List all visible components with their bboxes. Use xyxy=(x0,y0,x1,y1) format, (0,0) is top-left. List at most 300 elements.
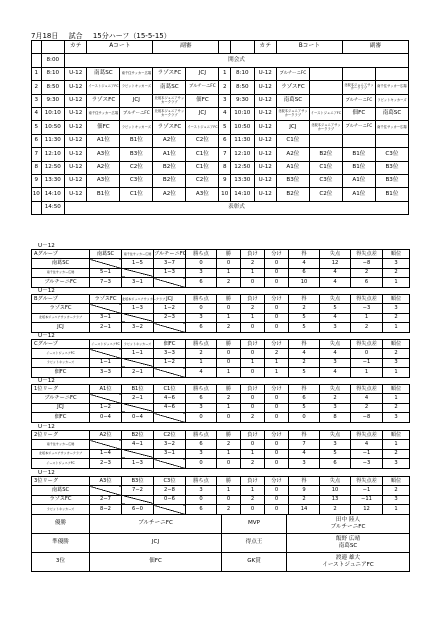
a-court-home: 佃FC xyxy=(87,121,120,134)
team-stat: −8 xyxy=(351,413,383,422)
standings-header: 分け xyxy=(265,295,289,304)
b-referee-2: 南葛SC xyxy=(375,107,408,120)
awards-row-third xyxy=(32,553,410,572)
match-score: 3−2 xyxy=(122,323,154,332)
b-category: U-12 xyxy=(254,174,276,187)
b-court-away xyxy=(309,81,342,94)
match-category: U-12 xyxy=(65,188,87,201)
group-standings-table xyxy=(31,249,410,288)
standings-header: 勝 xyxy=(217,340,241,349)
group-team-row xyxy=(32,304,410,313)
team-stat: 6 xyxy=(186,505,217,514)
a-court-home: イーストジュニアFC xyxy=(87,81,120,94)
group-title: Bグループ xyxy=(32,295,90,304)
a-referee-2: A3位 xyxy=(186,188,219,201)
closing-time: 14:50 xyxy=(41,201,64,214)
team-stat: 0 xyxy=(265,268,289,277)
match-score: 1−1 xyxy=(122,349,154,358)
match-score: 8−2 xyxy=(90,505,122,514)
group-title: Cグループ xyxy=(32,340,90,349)
team-stat: 0 xyxy=(186,459,217,468)
team-name: 南千住サッカー広場 xyxy=(32,440,90,449)
team-stat: 0 xyxy=(265,413,289,422)
a-court-away: ラビットキッカーズ xyxy=(120,121,153,134)
team-stat: 6 xyxy=(320,459,351,468)
team-stat: 0 xyxy=(265,323,289,332)
b-referee-2: 南千住サッカー広場 xyxy=(375,121,408,134)
match-time: 8:50 xyxy=(41,81,64,94)
team-stat: 1 xyxy=(383,394,410,403)
self-match-cell xyxy=(154,323,186,332)
a-referee-1: A2位 xyxy=(153,134,186,147)
team-stat: 2 xyxy=(383,268,410,277)
team-name: ブルチーニFC xyxy=(32,278,90,287)
a-referee-2: C1位 xyxy=(186,148,219,161)
team-stat: 2 xyxy=(383,449,410,458)
team-stat: 0 xyxy=(241,323,265,332)
team-stat: 3 xyxy=(383,358,410,367)
team-stat: 2 xyxy=(320,505,351,514)
match-score: 7−2 xyxy=(122,486,154,495)
match-category: U-12 xyxy=(65,148,87,161)
standings-header: 得 xyxy=(289,295,320,304)
match-category: U-12 xyxy=(65,174,87,187)
awards-row-runner-up xyxy=(32,534,410,553)
match-time: 8:10 xyxy=(41,67,64,80)
group-column-team: B1位 xyxy=(122,385,154,394)
match-row xyxy=(32,188,409,201)
match-category: U-12 xyxy=(65,121,87,134)
team-name: JCJ xyxy=(32,323,90,332)
group-age-tag: U－12 xyxy=(38,470,55,476)
team-stat: 0 xyxy=(265,495,289,504)
group-column-team: 南葛SC xyxy=(90,250,122,259)
group-age-tag: U－12 xyxy=(38,243,55,249)
a-court-away: C2位 xyxy=(120,161,153,174)
team-stat: 2 xyxy=(383,313,410,322)
team-stat: 0 xyxy=(241,440,265,449)
b-match-time: 14:10 xyxy=(231,188,254,201)
standings-header: 得失点差 xyxy=(351,477,383,486)
a-referee-2: JCJ xyxy=(186,67,219,80)
team-stat: 3 xyxy=(383,459,410,468)
standings-header: 勝 xyxy=(217,295,241,304)
self-match-cell xyxy=(154,505,186,514)
a-court-home: A1位 xyxy=(87,134,120,147)
team-name: 佃FC xyxy=(32,413,90,422)
standings-header: 失点 xyxy=(320,477,351,486)
team-stat: 3 xyxy=(186,313,217,322)
b-court-home: A1位 xyxy=(276,161,309,174)
self-match-cell xyxy=(154,278,186,287)
team-stat: 0 xyxy=(186,259,217,268)
match-number: 1 xyxy=(32,67,42,80)
team-stat: 4 xyxy=(289,449,320,458)
team-stat: 2 xyxy=(217,505,241,514)
team-stat: 0 xyxy=(265,394,289,403)
match-time: 10:50 xyxy=(41,121,64,134)
team-stat: 4 xyxy=(320,268,351,277)
match-score: 2−8 xyxy=(154,486,186,495)
winner-label: 優勝 xyxy=(32,515,90,534)
b-court-away: 北坂本ジュニアサッカークラブ xyxy=(309,121,342,134)
team-stat: 3 xyxy=(320,358,351,367)
team-stat: 0 xyxy=(217,259,241,268)
b-referee-2: B3位 xyxy=(375,161,408,174)
team-stat: 1 xyxy=(217,449,241,458)
match-time: 13:30 xyxy=(41,174,64,187)
b-category: U-12 xyxy=(254,121,276,134)
match-score: 4−1 xyxy=(122,440,154,449)
self-match-cell xyxy=(122,358,154,367)
team-name: ブルチーニFC xyxy=(32,394,90,403)
team-stat: 2 xyxy=(241,495,265,504)
match-row xyxy=(32,107,409,120)
b-match-time: 13:30 xyxy=(231,174,254,187)
match-time: 12:50 xyxy=(41,161,64,174)
team-stat: 4 xyxy=(320,349,351,358)
standings-header: 勝 xyxy=(217,431,241,440)
team-stat: 1 xyxy=(351,313,383,322)
b-category: U-12 xyxy=(254,161,276,174)
b-match-number: 1 xyxy=(219,67,231,80)
team-stat: 3 xyxy=(320,403,351,412)
match-number: 4 xyxy=(32,107,42,120)
match-score: 7−3 xyxy=(90,278,122,287)
team-stat: 6 xyxy=(186,440,217,449)
team-stat: 6 xyxy=(186,323,217,332)
match-score: 2−3 xyxy=(90,459,122,468)
team-stat: 0 xyxy=(241,349,265,358)
self-match-cell xyxy=(90,304,122,313)
a-court-away: C3位 xyxy=(120,174,153,187)
group-column-team: JCJ xyxy=(154,295,186,304)
standings-header: 順位 xyxy=(383,250,410,259)
b-referee-2: ラビットキッカーズ xyxy=(375,94,408,107)
standings-header: 勝ち点 xyxy=(186,340,217,349)
b-court-away xyxy=(309,94,342,107)
match-number: 3 xyxy=(32,94,42,107)
team-stat: 0 xyxy=(241,368,265,377)
winner-team: ブルチーニFC xyxy=(90,515,222,534)
match-number: 10 xyxy=(32,188,42,201)
match-category: U-12 xyxy=(65,81,87,94)
group-column-team: 南千住サッカー広場 xyxy=(122,250,154,259)
scorer-name: 飯野 広晴 xyxy=(335,536,361,543)
match-score: 3−3 xyxy=(90,368,122,377)
team-stat: 1 xyxy=(186,358,217,367)
standings-header: 勝ち点 xyxy=(186,295,217,304)
a-court-home: A2位 xyxy=(87,161,120,174)
b-court-home: 北坂本ジュニアサッカークラブ xyxy=(276,107,309,120)
team-stat: 10 xyxy=(289,278,320,287)
standings-header: 分け xyxy=(265,431,289,440)
team-stat: 2 xyxy=(289,495,320,504)
team-stat: 12 xyxy=(320,259,351,268)
standings-header: 勝ち点 xyxy=(186,250,217,259)
team-stat: 3 xyxy=(186,403,217,412)
group-team-row xyxy=(32,505,410,514)
b-match-time: 12:50 xyxy=(231,161,254,174)
team-stat: 3 xyxy=(186,449,217,458)
team-stat: 2 xyxy=(217,440,241,449)
match-score: 2−1 xyxy=(90,323,122,332)
self-match-cell xyxy=(122,449,154,458)
runner-up-team: JCJ xyxy=(90,534,222,553)
standings-header: 順位 xyxy=(383,385,410,394)
group-team-row xyxy=(32,313,410,322)
a-court-home: A3位 xyxy=(87,174,120,187)
match-row xyxy=(32,148,409,161)
b-category: U-12 xyxy=(254,148,276,161)
match-score: 3−1 xyxy=(154,449,186,458)
team-stat: −3 xyxy=(351,459,383,468)
team-stat: 0 xyxy=(351,349,383,358)
team-stat: 10 xyxy=(320,486,351,495)
self-match-cell xyxy=(154,413,186,422)
scorer-team: 南葛SC xyxy=(338,543,358,549)
standings-header: 得 xyxy=(289,340,320,349)
a-referee-2: 佃FC xyxy=(186,94,219,107)
standings-header: 失点 xyxy=(320,385,351,394)
standings-header: 得 xyxy=(289,385,320,394)
team-stat: 6 xyxy=(186,278,217,287)
scorer-cell xyxy=(287,534,410,553)
team-stat: 2 xyxy=(241,459,265,468)
group-team-row xyxy=(32,368,410,377)
match-category: U-12 xyxy=(65,161,87,174)
team-stat: 1 xyxy=(217,368,241,377)
a-referee-1: B2位 xyxy=(153,174,186,187)
standings-header: 得失点差 xyxy=(351,250,383,259)
team-stat: 6 xyxy=(289,394,320,403)
match-score: 4−6 xyxy=(154,394,186,403)
gk-name: 渡邉 雄大 xyxy=(335,555,361,562)
standings-header: 失点 xyxy=(320,340,351,349)
team-name: イーストジュニアFC xyxy=(32,459,90,468)
b-court-home: B2位 xyxy=(276,188,309,201)
standings-header: 負け xyxy=(241,250,265,259)
group-header-row xyxy=(32,250,410,259)
group-title: 1位リーグ xyxy=(32,385,90,394)
header-cat-a: カテ xyxy=(65,41,87,54)
group-team-row xyxy=(32,259,410,268)
b-match-time: 10:10 xyxy=(231,107,254,120)
b-court-home: ブルチーニFC xyxy=(276,67,309,80)
team-stat: 2 xyxy=(351,268,383,277)
gk-label: GK賞 xyxy=(222,553,287,572)
group-team-row xyxy=(32,486,410,495)
match-number: 5 xyxy=(32,121,42,134)
self-match-cell xyxy=(90,486,122,495)
match-number: 2 xyxy=(32,81,42,94)
team-stat: −8 xyxy=(351,259,383,268)
group-team-row xyxy=(32,268,410,277)
b-court-home: B3位 xyxy=(276,174,309,187)
b-court-home: C1位 xyxy=(276,134,309,147)
team-stat: 0 xyxy=(289,413,320,422)
team-stat: 7 xyxy=(289,440,320,449)
a-referee-2: C2位 xyxy=(186,174,219,187)
match-score: 1−2 xyxy=(90,403,122,412)
a-referee-1: A1位 xyxy=(153,148,186,161)
team-stat: 0 xyxy=(217,304,241,313)
b-match-number: 8 xyxy=(219,161,231,174)
b-referee-2: B1位 xyxy=(375,188,408,201)
b-category: U-12 xyxy=(254,107,276,120)
group-title: 3位リーグ xyxy=(32,477,90,486)
standings-header: 勝ち点 xyxy=(186,477,217,486)
team-stat: 2 xyxy=(383,403,410,412)
team-stat: 1 xyxy=(217,268,241,277)
team-stat: 2 xyxy=(320,394,351,403)
match-time: 12:10 xyxy=(41,148,64,161)
team-stat: 1 xyxy=(217,403,241,412)
team-name: イーストジュニアFC xyxy=(32,349,90,358)
a-referee-2: C2位 xyxy=(186,134,219,147)
b-category: U-12 xyxy=(254,134,276,147)
standings-header: 順位 xyxy=(383,431,410,440)
team-stat: 5 xyxy=(289,313,320,322)
group-standings-table xyxy=(31,430,410,469)
match-score: 3−3 xyxy=(154,349,186,358)
b-referee-2 xyxy=(375,134,408,147)
team-stat: 9 xyxy=(289,486,320,495)
match-category: U-12 xyxy=(65,134,87,147)
team-stat: 8 xyxy=(320,413,351,422)
b-referee-1: A1位 xyxy=(342,188,375,201)
b-referee-1: B1位 xyxy=(342,161,375,174)
team-stat: −1 xyxy=(351,358,383,367)
team-stat: 3 xyxy=(186,268,217,277)
runner-up-label: 準優勝 xyxy=(32,534,90,553)
b-court-home: ラゾスFC xyxy=(276,81,309,94)
self-match-cell xyxy=(154,459,186,468)
standings-header: 得 xyxy=(289,477,320,486)
team-name: ラビットキッカーズ xyxy=(32,505,90,514)
match-score: 0−6 xyxy=(154,495,186,504)
team-stat: 0 xyxy=(186,413,217,422)
group-column-team: C3位 xyxy=(154,477,186,486)
b-court-away: B2位 xyxy=(309,148,342,161)
b-match-number: 2 xyxy=(219,81,231,94)
a-court-home: 南葛SC xyxy=(87,67,120,80)
team-stat: 2 xyxy=(383,486,410,495)
match-row xyxy=(32,67,409,80)
team-stat: 0 xyxy=(241,278,265,287)
match-row xyxy=(32,81,409,94)
team-stat: 0 xyxy=(265,486,289,495)
standings-header: 分け xyxy=(265,250,289,259)
team-stat: 14 xyxy=(289,505,320,514)
standings-header: 得失点差 xyxy=(351,431,383,440)
group-team-row xyxy=(32,349,410,358)
a-court-home: ラゾスFC xyxy=(87,94,120,107)
b-court-away xyxy=(309,134,342,147)
b-category: U-12 xyxy=(254,67,276,80)
a-court-away: ラビットキッカーズ xyxy=(120,81,153,94)
match-score: 5−1 xyxy=(90,268,122,277)
team-stat: 4 xyxy=(289,349,320,358)
opening-time: 8:00 xyxy=(41,54,64,67)
gk-team: イーストジュニアFC xyxy=(322,562,374,568)
b-category: U-12 xyxy=(254,94,276,107)
match-score: 6−0 xyxy=(122,505,154,514)
team-stat: 2 xyxy=(186,349,217,358)
a-referee-1: ラゾスFC xyxy=(153,121,186,134)
b-match-time: 8:50 xyxy=(231,81,254,94)
team-stat: 4 xyxy=(351,440,383,449)
a-court-away: ブルチーニFC xyxy=(120,107,153,120)
team-stat: 2 xyxy=(351,323,383,332)
b-referee-1 xyxy=(342,134,375,147)
team-stat: 2 xyxy=(241,413,265,422)
group-title: 2位リーグ xyxy=(32,431,90,440)
b-match-time: 10:50 xyxy=(231,121,254,134)
group-column-team: C1位 xyxy=(154,385,186,394)
team-stat: −1 xyxy=(351,449,383,458)
match-score: 3−1 xyxy=(90,313,122,322)
match-number: 6 xyxy=(32,134,42,147)
standings-header: 勝ち点 xyxy=(186,431,217,440)
team-stat: 0 xyxy=(186,304,217,313)
standings-header: 分け xyxy=(265,385,289,394)
team-stat: 1 xyxy=(241,358,265,367)
group-column-team: イーストジュニアFC xyxy=(90,340,122,349)
standings-header: 負け xyxy=(241,477,265,486)
team-stat: 1 xyxy=(241,268,265,277)
b-match-number: 9 xyxy=(219,174,231,187)
standings-header: 失点 xyxy=(320,295,351,304)
match-score: 1−3 xyxy=(122,459,154,468)
a-referee-1: 北坂本ジュニアサッカークラブ xyxy=(153,107,186,120)
group-column-team: ラゾスFC xyxy=(90,295,122,304)
group-column-team: A3位 xyxy=(90,477,122,486)
match-score: 2−3 xyxy=(154,313,186,322)
self-match-cell xyxy=(122,403,154,412)
group-column-team: C2位 xyxy=(154,431,186,440)
match-score: 1−2 xyxy=(154,304,186,313)
match-row xyxy=(32,174,409,187)
opening-row xyxy=(32,54,409,67)
team-stat: 1 xyxy=(383,368,410,377)
match-number: 8 xyxy=(32,161,42,174)
team-stat: 4 xyxy=(289,259,320,268)
standings-header: 順位 xyxy=(383,340,410,349)
team-stat: 1 xyxy=(383,323,410,332)
match-score: 1−5 xyxy=(122,259,154,268)
b-match-time: 12:10 xyxy=(231,148,254,161)
opening-label: 開会式 xyxy=(65,54,409,67)
group-team-row xyxy=(32,358,410,367)
standings-header: 勝 xyxy=(217,385,241,394)
team-name: 南葛SC xyxy=(32,259,90,268)
team-stat: 2 xyxy=(289,358,320,367)
b-court-home: A2位 xyxy=(276,148,309,161)
b-court-home: 南葛SC xyxy=(276,94,309,107)
self-match-cell xyxy=(90,259,122,268)
standings-header: 勝ち点 xyxy=(186,385,217,394)
team-stat: 0 xyxy=(265,304,289,313)
team-stat: 3 xyxy=(289,459,320,468)
b-match-time: 11:30 xyxy=(231,134,254,147)
b-court-away: C2位 xyxy=(309,188,342,201)
team-stat: 2 xyxy=(217,323,241,332)
team-name: 北坂本ジュニアサッカークラブ xyxy=(32,449,90,458)
standings-header: 負け xyxy=(241,340,265,349)
team-stat: 4 xyxy=(320,313,351,322)
group-header-row xyxy=(32,431,410,440)
